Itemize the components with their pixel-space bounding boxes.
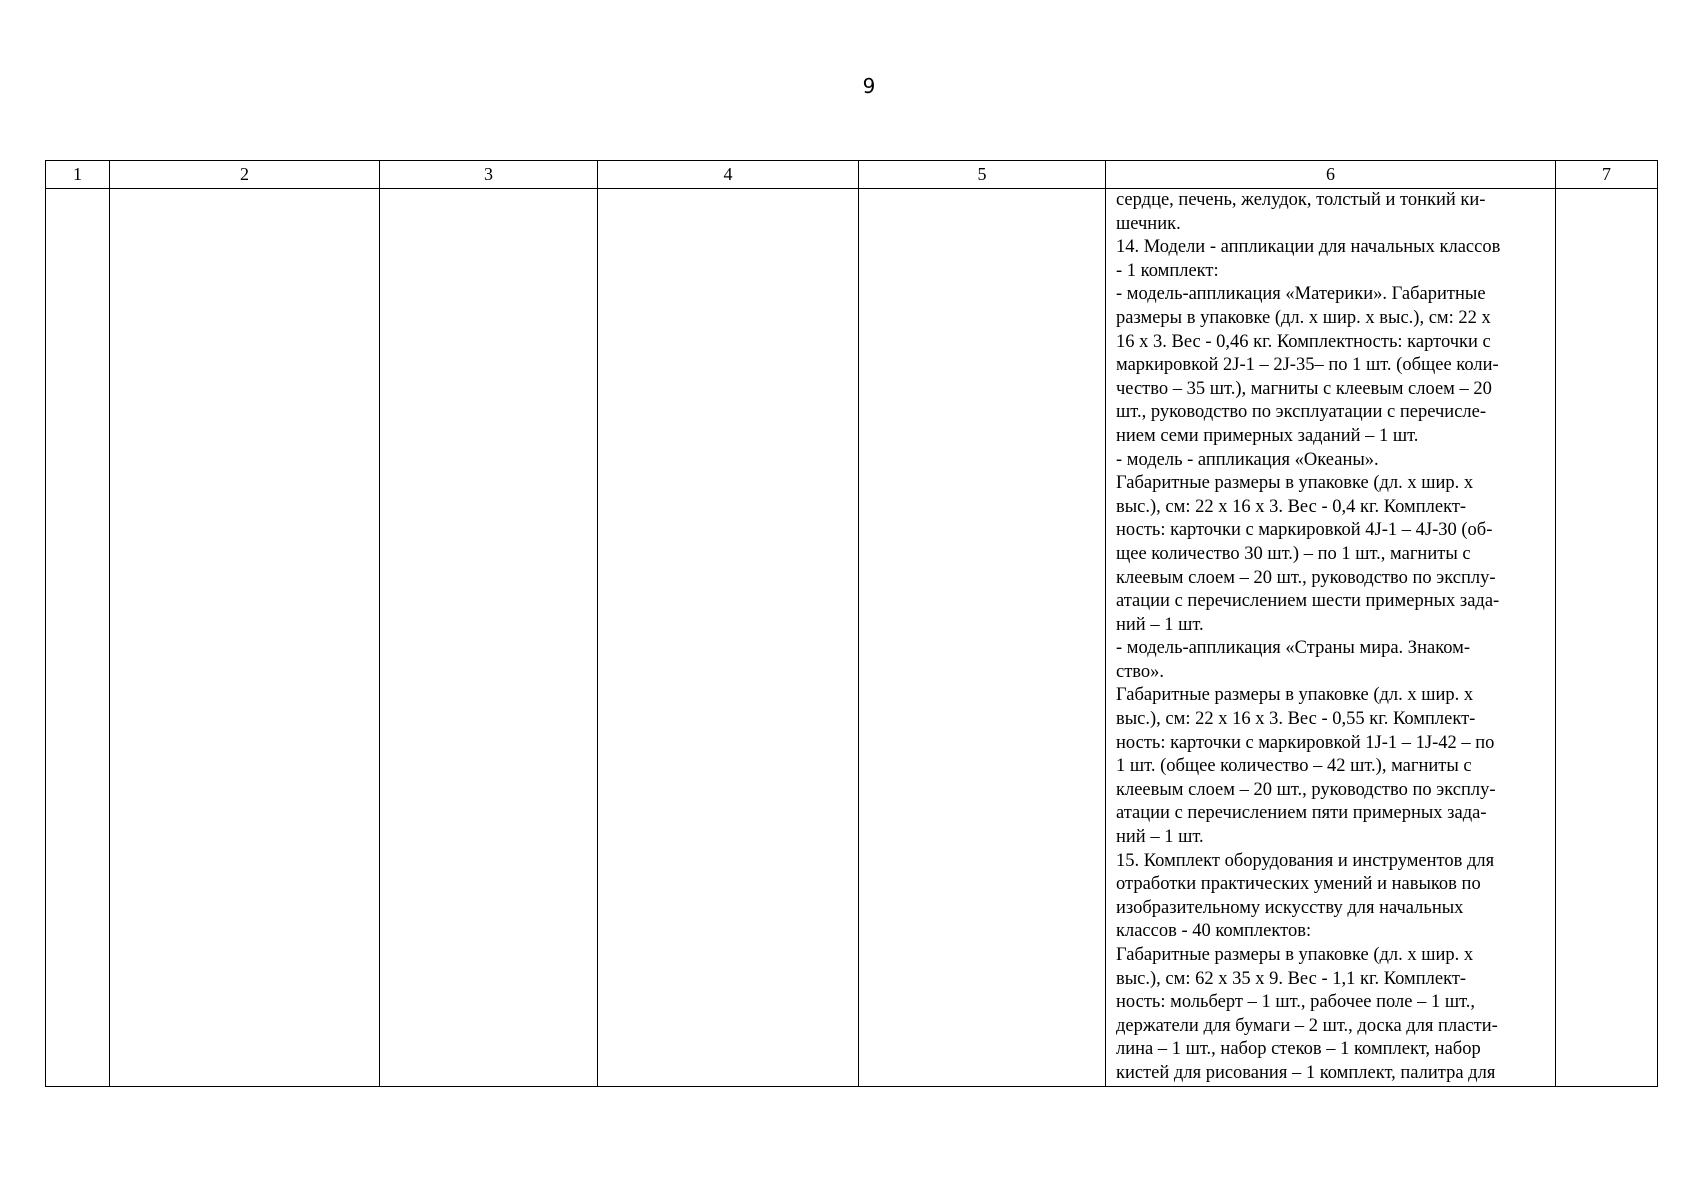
description-line: - модель - аппликация «Океаны». — [1116, 449, 1379, 470]
description-text — [1116, 189, 1543, 1086]
description-line: - модель-аппликация «Материки». Габаритные — [1116, 284, 1486, 305]
column-header-3: 3 — [380, 161, 598, 189]
description-line: 14. Модели - аппликации для начальных классов — [1116, 237, 1501, 258]
cell-col-5 — [859, 189, 1106, 1087]
cell-col-6-description — [1106, 189, 1556, 1087]
description-line: кистей для рисования – 1 комплект, палитра для — [1116, 1062, 1496, 1083]
table-header-row — [46, 161, 1658, 189]
description-line: Габаритные размеры в упаковке (дл. х шир. х — [1116, 473, 1474, 494]
description-line: изобразительному искусству для начальных — [1116, 897, 1464, 918]
description-line: нием семи примерных заданий – 1 шт. — [1116, 425, 1419, 446]
description-line: Габаритные размеры в упаковке (дл. х шир. х — [1116, 945, 1474, 965]
description-line: отработки практических умений и навыков по — [1116, 874, 1481, 895]
description-line: 15. Комплект оборудования и инструментов для — [1116, 850, 1495, 871]
description-line: ний – 1 шт. — [1116, 827, 1204, 848]
description-line: держатели для бумаги – 2 шт., доска для пласти- — [1116, 1015, 1498, 1036]
description-line: ность: карточки с маркировкой 1J-1 – 1J-42 – по — [1116, 732, 1495, 753]
description-line: классов - 40 комплектов: — [1116, 921, 1312, 942]
column-header-4: 4 — [598, 161, 859, 189]
column-header-5: 5 — [859, 161, 1106, 189]
description-line: выс.), см: 62 х 35 х 9. Вес - 1,1 кг. Комплект- — [1116, 968, 1467, 989]
description-line: ство». — [1116, 661, 1165, 682]
description-line: 16 х 3. Вес - 0,46 кг. Комплектность: карточки с — [1116, 331, 1491, 352]
description-line: ность: карточки с маркировкой 4J-1 – 4J-30 (об- — [1116, 520, 1493, 541]
specification-table — [45, 160, 1658, 1087]
description-line: чество – 35 шт.), магниты с клеевым слоем – 20 — [1116, 378, 1492, 399]
description-line: размеры в упаковке (дл. х шир. х выс.), см: 22 х — [1116, 307, 1491, 328]
description-line: клеевым слоем – 20 шт., руководство по эксплу- — [1116, 779, 1496, 800]
page-number: 9 — [862, 74, 876, 98]
description-line: - модель-аппликация «Страны мира. Знаком- — [1116, 638, 1471, 659]
description-line: выс.), см: 22 х 16 х 3. Вес - 0,55 кг. Комплект- — [1116, 709, 1476, 730]
column-header-7: 7 — [1556, 161, 1658, 189]
description-line: ний – 1 шт. — [1116, 614, 1204, 635]
description-line: шечник. — [1116, 213, 1181, 234]
description-line: маркировкой 2J-1 – 2J-35– по 1 шт. (общее коли- — [1116, 355, 1499, 376]
cell-col-3 — [380, 189, 598, 1087]
cell-col-1 — [46, 189, 110, 1087]
description-line: выс.), см: 22 х 16 х 3. Вес - 0,4 кг. Комплект- — [1116, 496, 1467, 517]
description-line: Габаритные размеры в упаковке (дл. х шир. х — [1116, 685, 1474, 706]
description-line: лина – 1 шт., набор стеков – 1 комплект, набор — [1116, 1039, 1481, 1060]
description-line: - 1 комплект: — [1116, 260, 1219, 281]
description-line: ность: мольберт – 1 шт., рабочее поле – 1 шт., — [1116, 992, 1476, 1013]
cell-col-2 — [110, 189, 380, 1087]
description-line: клеевым слоем – 20 шт., руководство по эксплу- — [1116, 567, 1496, 588]
description-line: сердце, печень, желудок, толстый и тонкий ки- — [1116, 190, 1486, 210]
description-line: 1 шт. (общее количество – 42 шт.), магниты с — [1116, 756, 1472, 777]
column-header-1: 1 — [46, 161, 110, 189]
cell-col-4 — [598, 189, 859, 1087]
cell-col-7 — [1556, 189, 1658, 1087]
description-line: атации с перечислением пяти примерных зада- — [1116, 803, 1487, 824]
column-header-2: 2 — [110, 161, 380, 189]
table-row — [46, 189, 1658, 1087]
description-line: шт., руководство по эксплуатации с перечисле- — [1116, 402, 1487, 423]
description-line: щее количество 30 шт.) – по 1 шт., магниты с — [1116, 543, 1471, 564]
column-header-6: 6 — [1106, 161, 1556, 189]
description-line: атации с перечислением шести примерных зада- — [1116, 591, 1500, 612]
